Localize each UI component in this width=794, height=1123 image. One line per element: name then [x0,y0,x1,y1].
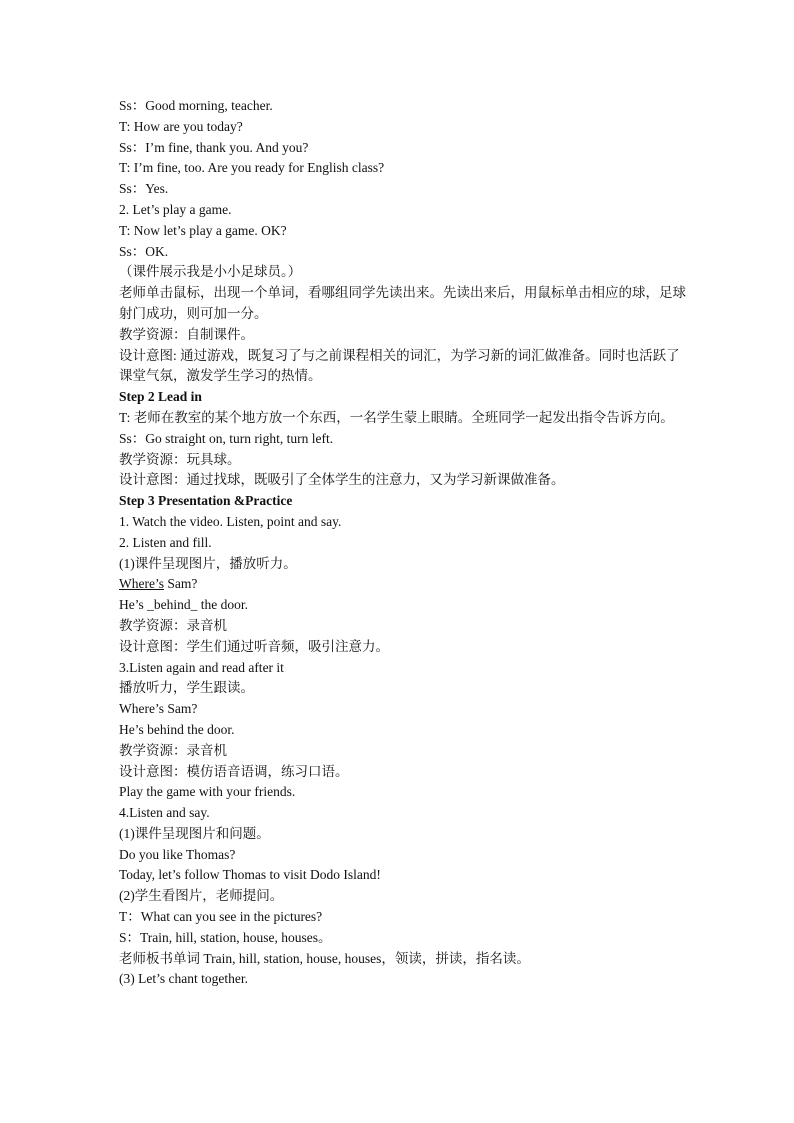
design-intent: 设计意图: 通过游戏，既复习了与之前课程相关的词汇，为学习新的词汇做准备。同时也活跃了课堂气氛，激发学生学习的热情。 [119,347,680,384]
note-line: （课件展示我是小小足球员。） [119,264,302,280]
dialog-text: Sam? [163,576,198,592]
paragraph: (1)课件呈现图片，播放听力。 [119,555,297,571]
paragraph: (1)课件呈现图片和问题。 [119,825,270,841]
dialog-line: Where’s Sam? [119,701,198,717]
dialog-line: T: Now let’s play a game. OK? [119,222,287,238]
activity-heading: 3.Listen again and read after it [119,659,284,675]
step-heading: Step 3 Presentation &Practice [119,493,293,509]
paragraph: 播放听力，学生跟读。 [119,680,254,696]
activity-heading: 2. Listen and fill. [119,534,212,550]
dialog-line: He’s _behind_ the door. [119,597,248,613]
paragraph: 老师板书单词 Train, hill, station, house, houses，领读，拼读，指名读。 [119,950,530,966]
dialog-line: Ss：Yes. [119,181,169,197]
design-intent: 设计意图：通过找球，既吸引了全体学生的注意力，又为学习新课做准备。 [119,472,565,488]
dialog-line: Ss：I’m fine, thank you. And you? [119,139,309,155]
underlined-word: Where’s [119,576,164,592]
document-body [119,96,689,990]
dialog-line: S：Train, hill, station, house, houses。 [119,929,332,945]
resource-line: 教学资源：玩具球。 [119,451,241,467]
dialog-line: Do you like Thomas? [119,846,236,862]
resource-line: 教学资源：录音机 [119,617,227,633]
paragraph: T: 老师在教室的某个地方放一个东西，一名学生蒙上眼睛。全班同学一起发出指令告诉方向。 [119,409,674,425]
dialog-line: T: I’m fine, too. Are you ready for English class? [119,160,385,176]
paragraph: 老师单击鼠标，出现一个单词，看哪组同学先读出来。先读出来后，用鼠标单击相应的球，足球射门成功，则可加一分。 [119,285,686,321]
resource-line: 教学资源：自制课件。 [119,326,254,342]
dialog-line [119,574,689,595]
activity-heading: 2. Let’s play a game. [119,201,232,217]
dialog-line: Ss：Go straight on, turn right, turn left. [119,430,334,446]
activity-heading: 4.Listen and say. [119,805,210,821]
step-heading: Step 2 Lead in [119,389,202,405]
dialog-line: Ss：Good morning, teacher. [119,98,273,113]
dialog-line: He’s behind the door. [119,721,235,737]
design-intent: 设计意图：学生们通过听音频，吸引注意力。 [119,638,389,654]
design-intent: 设计意图：模仿语音语调，练习口语。 [119,763,349,779]
activity-heading: 1. Watch the video. Listen, point and say. [119,513,342,529]
dialog-line: Ss：OK. [119,243,169,259]
paragraph: (2)学生看图片，老师提问。 [119,888,284,904]
dialog-line: T：What can you see in the pictures? [119,909,323,925]
dialog-line: T: How are you today? [119,118,243,134]
dialog-line: Today, let’s follow Thomas to visit Dodo Island! [119,867,381,883]
paragraph: Play the game with your friends. [119,784,296,800]
paragraph: (3) Let’s chant together. [119,971,248,987]
resource-line: 教学资源：录音机 [119,742,227,758]
